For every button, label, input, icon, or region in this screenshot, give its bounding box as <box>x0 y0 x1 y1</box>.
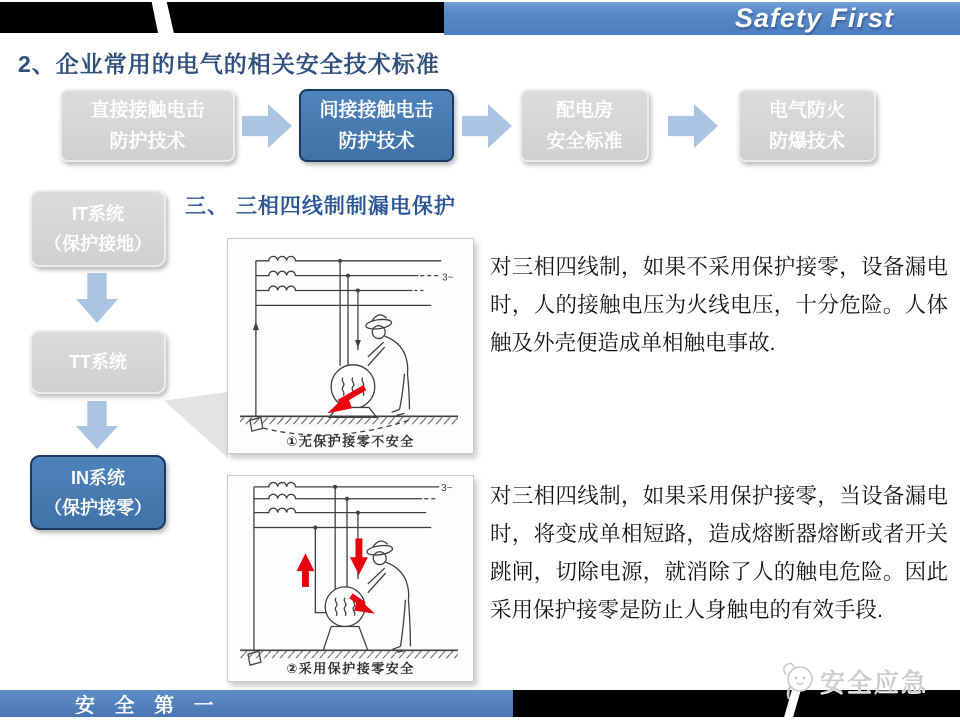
flow-box-distribution-room <box>520 89 649 162</box>
figure-caption-unsafe: ①无保护接零不安全 <box>286 434 415 449</box>
flow-box-line2: 防护技术 <box>338 130 415 152</box>
current-down-arrow-icon <box>350 538 368 575</box>
down-arrow-icon <box>76 401 118 449</box>
figure-caption-safe: ②采用保护接零安全 <box>286 661 415 676</box>
safety-first-text: Safety First <box>734 3 894 33</box>
footer-slogan-bar <box>0 690 513 717</box>
system-box-in <box>30 455 166 530</box>
current-up-arrow-icon <box>253 321 259 330</box>
right-arrow-icon <box>668 104 718 148</box>
flow-box-indirect-contact <box>299 89 454 162</box>
flow-box-line2: 防护技术 <box>109 130 186 152</box>
header-bar-left <box>0 2 158 33</box>
right-arrow-icon <box>242 104 292 148</box>
down-arrow-icon <box>76 273 118 323</box>
phase-label: 3~ <box>442 272 454 284</box>
flow-box-line1: 间接接触电击 <box>319 99 434 121</box>
header-bar-mid <box>164 2 444 33</box>
flow-box-line2: 防爆技术 <box>768 130 845 152</box>
current-down-arrow-icon <box>355 340 361 348</box>
phase-label: 3~ <box>441 482 453 494</box>
callout-wedge <box>164 392 228 464</box>
flow-box-fire-explosion <box>738 89 876 162</box>
right-arrow-icon <box>462 104 512 148</box>
system-box-line1: IN系统 <box>71 467 125 488</box>
flow-box-direct-contact <box>60 89 235 162</box>
system-box-line2: （保护接零） <box>44 497 152 518</box>
page-title: 2、企业常用的电气的相关安全技术标准 <box>18 51 440 77</box>
flow-box-line1: 电气防火 <box>768 99 845 121</box>
circuit-diagram-safe-icon <box>228 476 473 681</box>
brand-mascot-icon <box>778 661 820 701</box>
flow-box-line1: 配电房 <box>555 99 613 121</box>
system-box-line1: IT系统 <box>72 203 124 224</box>
brand-logo-text: 安全应急 <box>820 669 929 697</box>
paragraph-unsafe: 对三相四线制，如果不采用保护接零，设备漏电时，人的接触电压为火线电压，十分危险。人体触及外壳便造成单相触电事故. <box>490 255 948 355</box>
section-title: 三、 三相四线制制漏电保护 <box>185 195 456 218</box>
paragraph-safe: 对三相四线制，如果采用保护接零，当设备漏电时，将变成单相短路，造成熔断器熔断或者开关跳闸，切除电源，就消除了人的触电危险。因此采用保护接零是防止人身触电的有效手段. <box>490 484 948 622</box>
figure-card-unsafe <box>227 238 474 454</box>
system-box-tt <box>30 330 166 394</box>
flow-box-line2: 安全标准 <box>546 130 623 152</box>
circuit-diagram-unsafe-icon <box>228 239 473 453</box>
system-box-line1: TT系统 <box>69 352 127 372</box>
flow-box-line1: 直接接触电击 <box>90 99 205 121</box>
system-box-line2: （保护接地） <box>44 233 152 254</box>
figure-card-safe <box>227 475 474 682</box>
header-banner <box>444 2 960 35</box>
system-box-it <box>30 190 166 267</box>
footer-slogan: 安 全 第 一 <box>75 695 221 717</box>
current-up-arrow-icon <box>297 553 315 587</box>
brand-logo <box>778 661 928 701</box>
